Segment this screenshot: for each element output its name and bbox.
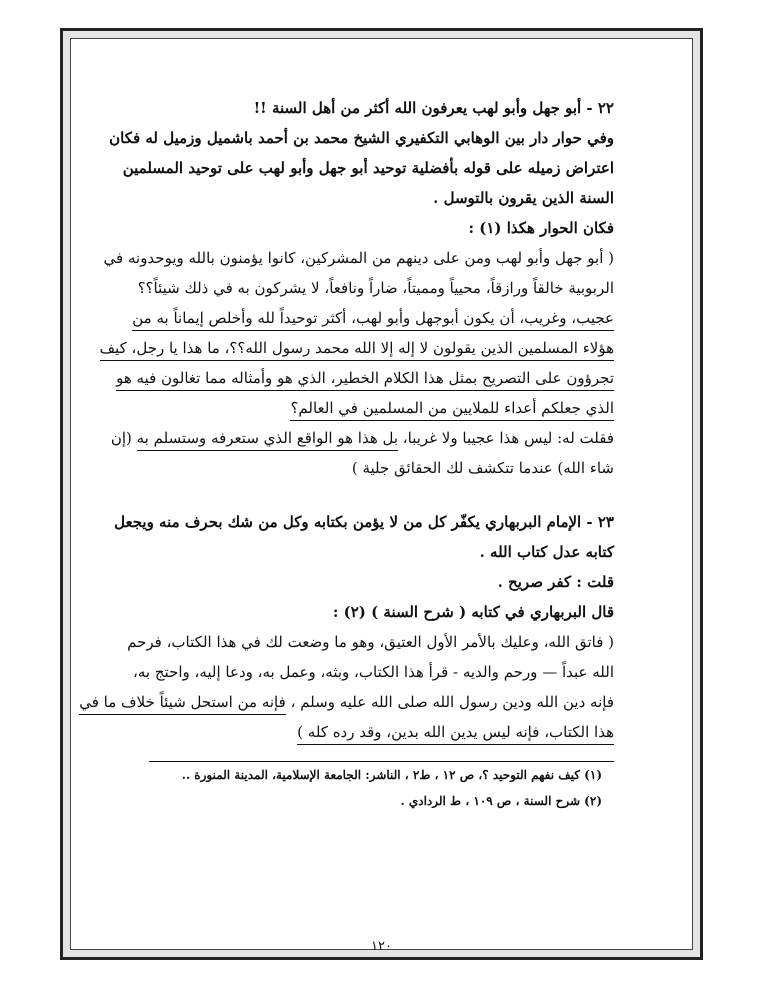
underlined-text: عجيب، وغريب، أن يكون أبوجهل وأبو لهب، أكثر توحيداً لله وأخلص إيماناً به من: [132, 309, 614, 331]
underlined-quote-line: [149, 717, 614, 747]
author-comment: قلت : كفر صريح .: [497, 573, 614, 591]
quote-line: الله عبداً — ورحم والديه - قرأ هذا الكتاب، وبثه، وعمل به، ودعا إليه، واحتج به،: [133, 663, 614, 681]
underlined-text: هذا الكتاب، فإنه ليس يدين الله بدين، وقد رده كله ): [297, 723, 614, 745]
underlined-quote-line: [116, 363, 614, 393]
reply-text: فقلت له: ليس هذا عجيبا ولا غريبا،: [398, 429, 614, 447]
section-22-intro-line: اعتراض زميله على قوله بأفضلية توحيد أبو جهل وأبو لهب على توحيد المسلمين: [122, 159, 614, 177]
underlined-text: الذي جعلكم أعداء للملايين من المسلمين في العالم؟: [290, 399, 614, 421]
quote-line: [79, 687, 614, 717]
reply-line: [110, 423, 614, 453]
source-intro: قال البربهاري في كتابه ( شرح السنة ) (٢) :: [332, 603, 614, 621]
underlined-text: تجرؤون على التصريح بمثل هذا الكلام الخطير، الذي هو وأمثاله مما تغالون فيه هو: [116, 369, 614, 391]
quote-line: ( أبو جهل وأبو لهب ومن على دينهم من المشركين، كانوا يؤمنون بالله ويوحدونه في: [103, 249, 614, 267]
page-number: ١٢٠: [371, 939, 392, 954]
footnote: (١) كيف نفهم التوحيد ؟، ص ١٢ ، ط٢ ، الناشر: الجامعة الإسلامية، المدينة المنورة ..: [181, 768, 602, 782]
section-22-intro-line: وفي حوار دار بين الوهابي التكفيري الشيخ محمد بن أحمد باشميل وزميل له فكان: [109, 129, 614, 147]
quote-text: فإنه دين الله ودين رسول الله صلى الله عليه وسلم ،: [285, 693, 614, 711]
underlined-quote-line: [99, 333, 614, 363]
underlined-text: بل هذا هو الواقع الذي ستعرفه وستسلم به: [137, 429, 398, 451]
quote-line: الربوبية خالقاً ورازقاً، محيياً ومميتاً، ضاراً ونافعاً، لا يشركون به في ذلك شيئاً؟؟: [137, 279, 614, 297]
footnote: (٢) شرح السنة ، ص ١٠٩ ، ط الردادي .: [400, 794, 602, 808]
reply-text: (إن: [110, 429, 137, 447]
page-frame: [60, 28, 703, 960]
underlined-quote-line: [132, 303, 614, 333]
page-content: [79, 93, 614, 814]
dialogue-intro: فكان الحوار هكذا (١) :: [468, 219, 614, 237]
page: [70, 38, 693, 954]
quote-line: ( فاتق الله، وعليك بالأمر الأول العتيق، وهو ما وضعت لك في هذا الكتاب، فرحم: [127, 633, 614, 651]
section-22-heading: ٢٢ - أبو جهل وأبو لهب يعرفون الله أكثر من أهل السنة !!: [253, 99, 614, 117]
section-22-intro-line: السنة الذين يقرون بالتوسل .: [433, 189, 614, 207]
underlined-text: فإنه من استحل شيئاً خلاف ما في: [79, 693, 286, 715]
underlined-text: هؤلاء المسلمين الذين يقولون لا إله إلا الله محمد رسول الله؟؟، ما هذا يا رجل، كيف: [100, 339, 614, 361]
underlined-quote-line: [149, 393, 614, 423]
section-gap: [149, 483, 614, 507]
reply-line: شاء الله) عندما تتكشف لك الحقائق جلية ): [351, 459, 614, 477]
section-23-heading: كتابه عدل كتاب الله .: [479, 543, 614, 561]
section-23-heading: ٢٣ - الإمام البربهاري يكفّر كل من لا يؤمن بكتابه وكل من شك بحرف منه ويجعل: [114, 513, 614, 531]
